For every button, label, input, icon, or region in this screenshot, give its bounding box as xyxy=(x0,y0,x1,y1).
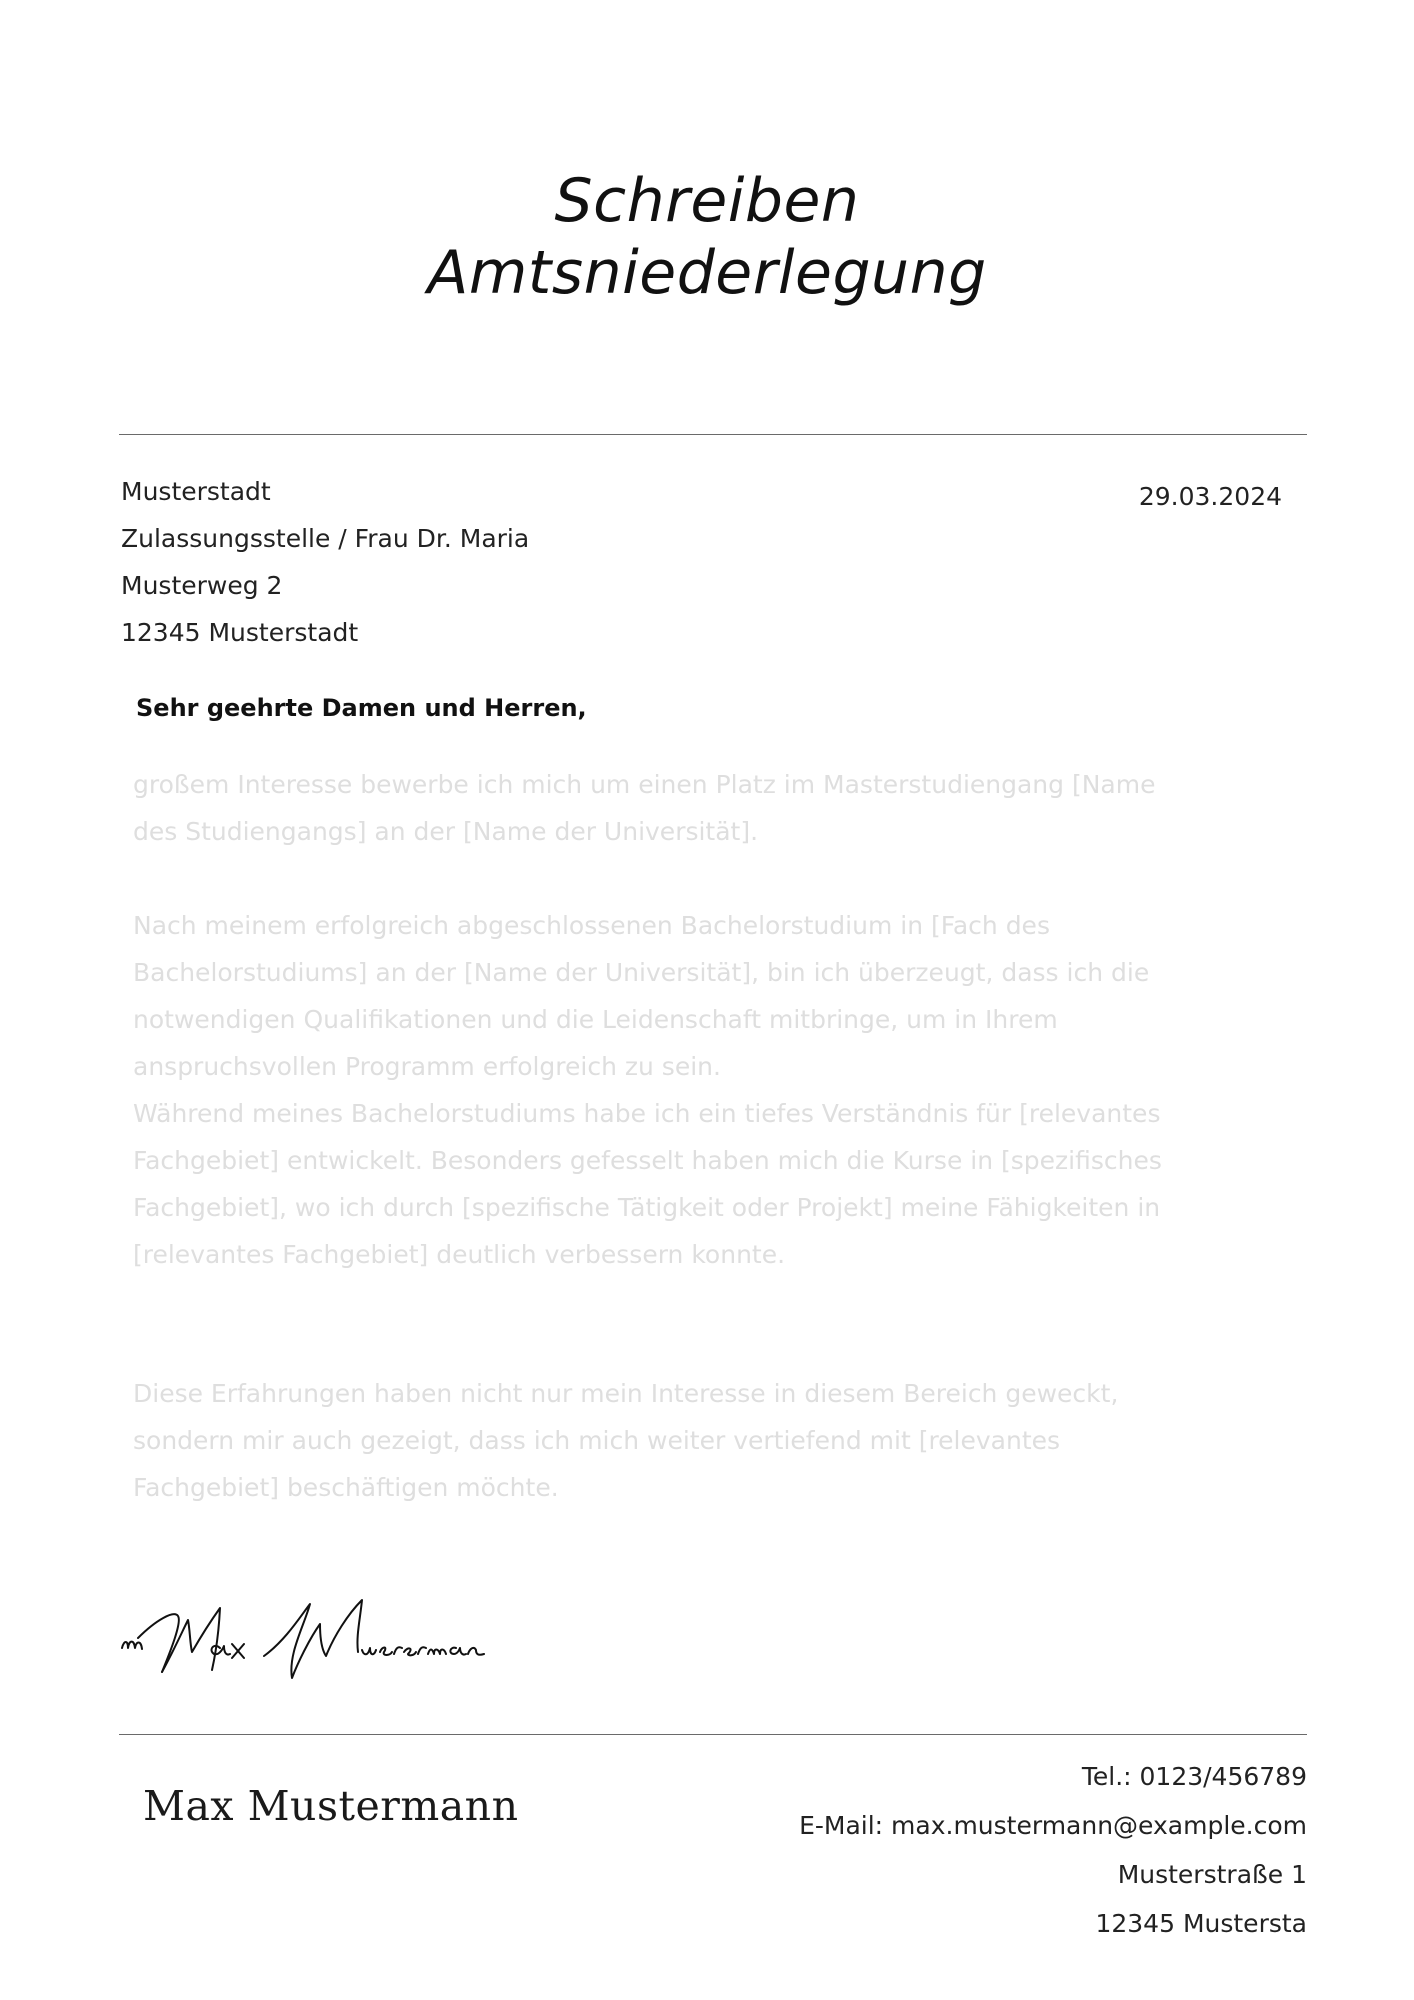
title-line-2: Amtsniederlegung xyxy=(427,238,987,308)
body-line: des Studiengangs] an der [Name der Universität]. xyxy=(133,817,759,846)
body-paragraph-3 xyxy=(133,1370,1253,1511)
recipient-line-2: Zulassungsstelle / Frau Dr. Maria xyxy=(121,524,530,553)
body-line: Während meines Bachelorstudiums habe ich ein tiefes Verständnis für [relevantes xyxy=(133,1099,1161,1128)
recipient-address xyxy=(121,468,529,656)
body-line: Nach meinem erfolgreich abgeschlossenen Bachelorstudium in [Fach des xyxy=(133,911,1050,940)
recipient-line-1: Musterstadt xyxy=(121,477,271,506)
sender-name: Max Mustermann xyxy=(143,1782,519,1830)
body-line: Bachelorstudiums] an der [Name der Universität], bin ich überzeugt, dass ich die xyxy=(133,958,1150,987)
document-title xyxy=(0,165,1414,309)
body-line: [relevantes Fachgebiet] deutlich verbessern konnte. xyxy=(133,1240,786,1269)
sender-email: E-Mail: max.mustermann@example.com xyxy=(799,1811,1307,1840)
recipient-line-4: 12345 Musterstadt xyxy=(121,618,359,647)
body-line: Fachgebiet] entwickelt. Besonders gefesselt haben mich die Kurse in [spezifisches xyxy=(133,1146,1162,1175)
sender-contact xyxy=(799,1752,1307,1948)
salutation: Sehr geehrte Damen und Herren, xyxy=(136,694,587,722)
sender-street: Musterstraße 1 xyxy=(1117,1860,1307,1889)
body-line: notwendigen Qualifikationen und die Leidenschaft mitbringe, um in Ihrem xyxy=(133,1005,1058,1034)
letter-date: 29.03.2024 xyxy=(1138,482,1282,511)
sender-phone: Tel.: 0123/456789 xyxy=(1081,1762,1307,1791)
body-line: anspruchsvollen Programm erfolgreich zu sein. xyxy=(133,1052,721,1081)
body-paragraph-2 xyxy=(133,902,1253,1278)
handwritten-signature-icon xyxy=(116,1570,516,1690)
body-line: sondern mir auch gezeigt, dass ich mich weiter vertiefend mit [relevantes xyxy=(133,1426,1061,1455)
body-paragraph-1 xyxy=(133,761,1253,855)
top-divider xyxy=(119,434,1307,435)
bottom-divider xyxy=(119,1734,1307,1735)
sender-city: 12345 Mustersta xyxy=(1095,1909,1307,1938)
recipient-line-3: Musterweg 2 xyxy=(121,571,283,600)
body-line: Fachgebiet], wo ich durch [spezifische Tätigkeit oder Projekt] meine Fähigkeiten in xyxy=(133,1193,1161,1222)
body-line: großem Interesse bewerbe ich mich um einen Platz im Masterstudiengang [Name xyxy=(133,770,1156,799)
body-line: Diese Erfahrungen haben nicht nur mein Interesse in diesem Bereich geweckt, xyxy=(133,1379,1119,1408)
body-line: Fachgebiet] beschäftigen möchte. xyxy=(133,1473,559,1502)
title-line-1: Schreiben xyxy=(554,166,860,236)
